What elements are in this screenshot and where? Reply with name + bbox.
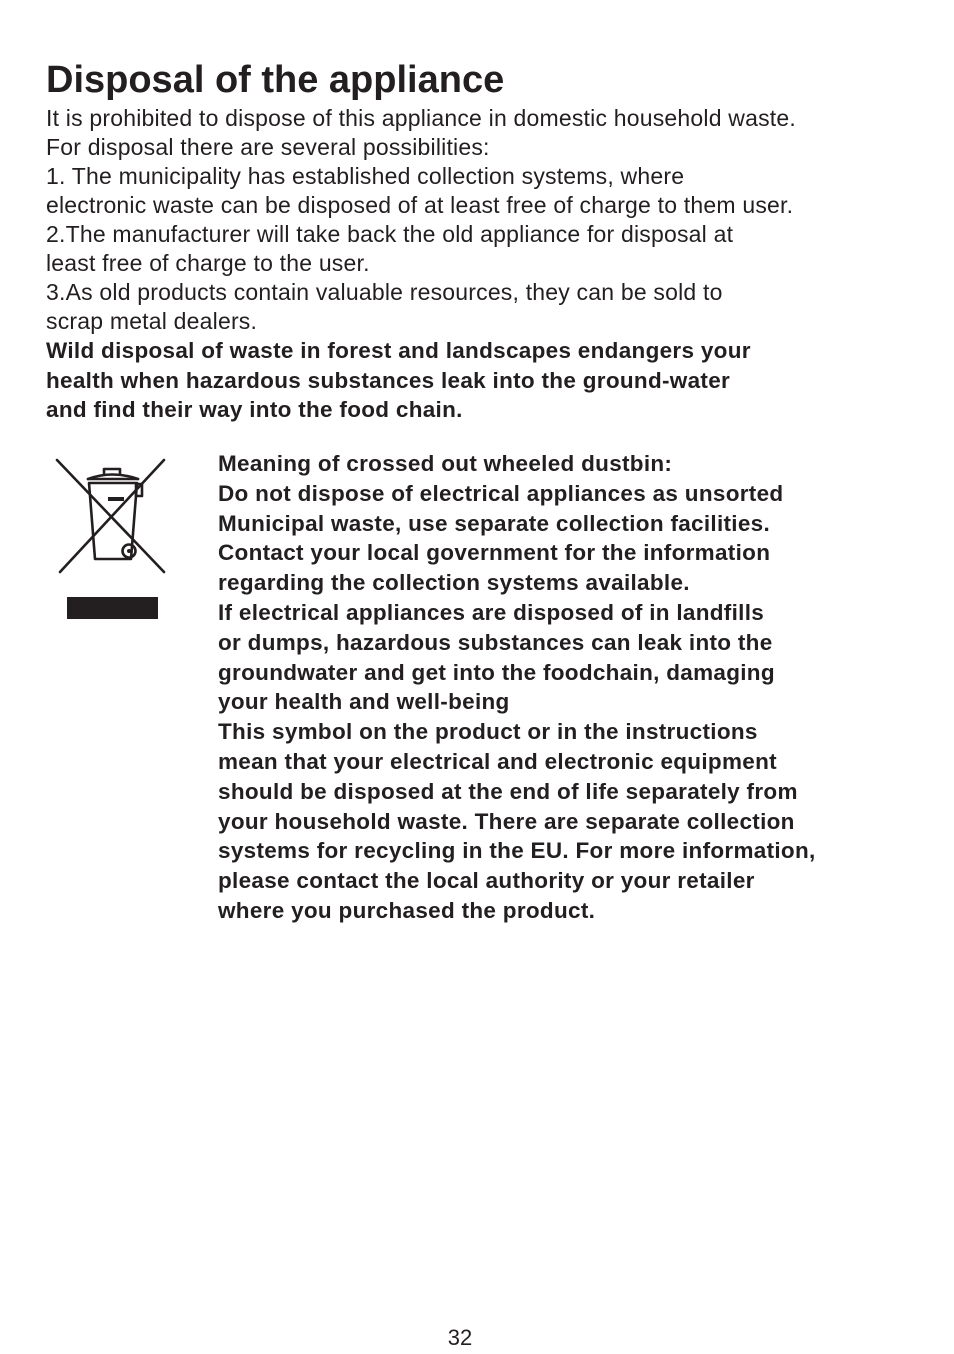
- weee-line: Contact your local government for the information: [218, 540, 771, 566]
- weee-line: mean that your electrical and electronic equipment: [218, 748, 777, 774]
- intro-line: least free of charge to the user.: [46, 250, 370, 276]
- crossed-out-wheeled-bin-icon: [54, 456, 170, 624]
- weee-line: groundwater and get into the foodchain, damaging: [218, 659, 775, 685]
- warning-line: health when hazardous substances leak into the ground-water: [46, 367, 731, 393]
- intro-section: [46, 104, 946, 425]
- intro-line: 3.As old products contain valuable resources, they can be sold to: [46, 279, 723, 305]
- weee-line: should be disposed at the end of life separately from: [218, 778, 798, 804]
- weee-section: [218, 449, 938, 926]
- intro-line: electronic waste can be disposed of at least free of charge to them user.: [46, 192, 794, 218]
- weee-line: please contact the local authority or your retailer: [218, 868, 755, 894]
- warning-line: and find their way into the food chain.: [46, 397, 463, 423]
- warning-line: Wild disposal of waste in forest and landscapes endangers your: [46, 338, 751, 363]
- weee-line: or dumps, hazardous substances can leak into the: [218, 629, 773, 655]
- page-title: Disposal of the appliance: [46, 59, 505, 101]
- weee-line: regarding the collection systems available.: [218, 570, 690, 596]
- weee-line: your health and well-being: [218, 689, 510, 715]
- page-number: 32: [447, 1325, 473, 1350]
- intro-line: For disposal there are several possibilities:: [46, 134, 490, 160]
- intro-line: It is prohibited to dispose of this appliance in domestic household waste.: [46, 105, 796, 131]
- weee-line: Municipal waste, use separate collection facilities.: [218, 510, 771, 536]
- weee-line: Do not dispose of electrical appliances as unsorted: [218, 480, 784, 506]
- weee-line: If electrical appliances are disposed of in landfills: [218, 599, 765, 625]
- weee-line: systems for recycling in the EU. For more information,: [218, 838, 816, 864]
- intro-line: 1. The municipality has established collection systems, where: [46, 163, 685, 189]
- weee-line: your household waste. There are separate collection: [218, 808, 795, 834]
- intro-line: scrap metal dealers.: [46, 308, 258, 334]
- weee-line: where you purchased the product.: [218, 897, 596, 923]
- intro-line: 2.The manufacturer will take back the old appliance for disposal at: [46, 221, 734, 247]
- weee-line: This symbol on the product or in the instructions: [218, 719, 758, 745]
- weee-line: Meaning of crossed out wheeled dustbin:: [218, 451, 673, 476]
